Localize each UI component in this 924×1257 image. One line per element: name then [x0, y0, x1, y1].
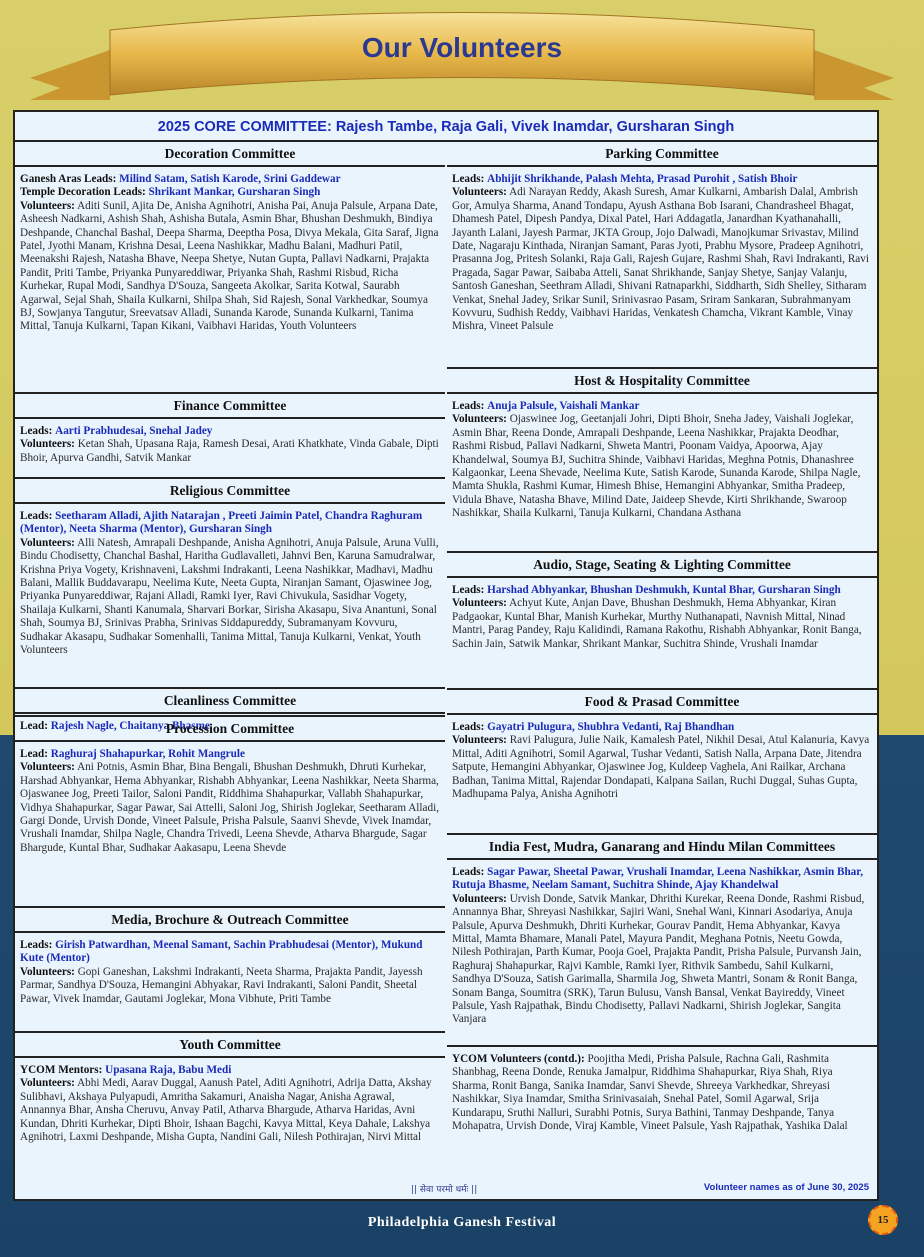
committee-title: Audio, Stage, Seating & Lighting Committee	[447, 553, 877, 578]
volunteers-names: Ketan Shah, Upasana Raja, Ramesh Desai, Arati Khatkhate, Vinda Gabale, Dipti Bhoir, Apurva Gandhi, Satvik Mankar	[20, 438, 439, 464]
youth-committee-box	[15, 1031, 445, 1200]
volunteers-names: Aditi Sunil, Ajita De, Anisha Agnihotri, Anisha Pai, Anuja Palsule, Arpana Date, Asheesh Nadkarni, Ashish Shah, Ashisha Butala, Asmin Bhar, Bhushan Deshmukh, Bindiya Deshpande, Chanchal Bashal, Deepa Sharma, Deeptha Posa, Divya Mekala, Gita Saraf, Jigna Patel, Jyothi Manam, Krishna Desai, Leena Nashikkar, Madhu Balani, Madhuri Patil, Meenakshi Rajesh, Natasha Bhave, Neepa Shetye, Nutan Gupta, Pallavi Nadkarni, Prajakta Pandit, Priti Tambe, Priyanka Punyareddiwar, Priyanka Shah, Rashmi Risbud, Richa Kurhekar, Rupal Modi, Sandhya D'Souza, Sangeeta Akolkar, Sarita Kotwal, Saurabh Agarwal, Sejal Shah, Shaila Kulkarni, Shilpa Shah, Sid Rajesh, Sonal Varkhedkar, Soumya BJ, Sowjanya Tangutur, Sreevatsav Alladi, Sunanda Karode, Sunanda Kulkarni, Tanima Mittal, Tanuja Kulkarni, Tapan Kikani, Vaibhavi Haridas, Youth Volunteers	[20, 199, 439, 333]
audio-stage-seating-lighting-committee-box	[447, 551, 877, 688]
volunteers-names: Ani Potnis, Asmin Bhar, Bina Bengali, Bhushan Deshmukh, Dhruti Kurhekar, Harshad Abhyankar, Hema Abhyankar, Rishabh Abhyankar, Leena Nashikkar, Neeta Sharma, Ojaswanee Jog, Preeti Tailor, Saloni Pandit, Riddhima Shahapurkar, Vallabh Shahapurkar, Vidhya Shahapurkar, Sagar Pawar, Sai Attelli, Saloni Jog, Shirish Joglekar, Seetharam Alladi, Gargi Donde, Urvish Donde, Vineet Palsule, Prisha Palsule, Saanvi Shevde, Vivek Inamdar, Vrushali Inamdar, Shilpa Nagle, Chandra Trivedi, Leena Shevde, Atharva Bhargude, Sagar Bhargude, Kuntal Bhar, Sudhakar Aakasapu, Leena Shevde	[20, 761, 439, 854]
leads-names: Raghuraj Shahapurkar, Rohit Mangrule	[50, 748, 245, 760]
leads-names: Anuja Palsule, Vaishali Mankar	[487, 400, 640, 412]
banner	[0, 0, 924, 110]
committee-title: Media, Brochure & Outreach Committee	[15, 908, 445, 933]
volunteers-label: Volunteers:	[20, 438, 75, 451]
leads-label: Leads:	[20, 425, 53, 437]
committee-title: Finance Committee	[15, 394, 445, 419]
page-number: 15	[868, 1205, 898, 1235]
leads-label: Leads:	[452, 400, 485, 412]
volunteers-label: Volunteers:	[452, 597, 507, 610]
leads-label: Temple Decoration Leads:	[20, 186, 146, 199]
volunteers-names: Gopi Ganeshan, Lakshmi Indrakanti, Neeta Sharma, Prajakta Pandit, Jayessh Parmar, Sandhya D'Souza, Hemangini Abhyakar, Ravi Indrakanti, Saloni Pandit, Sheetal Pawar, Vivek Inamdar, Gautami Joglekar, Mona Vibhute, Priti Tambe	[20, 965, 423, 1005]
leads-line	[452, 866, 872, 893]
volunteers-label: YCOM Volunteers (contd.):	[452, 1053, 585, 1065]
leads-names: Aarti Prabhudesai, Snehal Jadey	[55, 425, 213, 437]
religious-committee-box	[15, 477, 445, 687]
volunteers-label: Volunteers:	[20, 1077, 75, 1090]
committee-title: Decoration Committee	[15, 142, 445, 167]
volunteers-line	[452, 597, 872, 651]
leads-line	[20, 939, 440, 966]
volunteers-line	[20, 966, 440, 1006]
leads-label: Leads:	[452, 866, 485, 878]
parking-committee-box	[447, 142, 877, 367]
leads-names: Abhijit Shrikhande, Palash Mehta, Prasad Purohit , Satish Bhoir	[487, 173, 798, 185]
leads-names: Milind Satam, Satish Karode, Srini Gaddewar	[119, 173, 341, 185]
as-of-note: Volunteer names as of June 30, 2025	[703, 1182, 869, 1193]
motto: || सेवा परमो धर्मः ||	[411, 1185, 478, 1195]
media-brochure-outreach-committee-box	[15, 906, 445, 1031]
committee-body	[15, 504, 445, 657]
leads-label: Leads:	[20, 510, 53, 522]
volunteers-names: Urvish Donde, Satvik Mankar, Dhrithi Kurekar, Reena Donde, Rashmi Risbud, Annannya Bhar, Shreyasi Nashikkar, Sajiri Wani, Snehal Wani, Kinnari Asodariya, Anuja Palsule, Apurva Deshmukh, Dhriti Kurhekar, Gourav Pandit, Hema Abhyankar, Kavya Mittal, Mamta Bhamare, Manali Patel, Mayura Pandit, Meghana Potnis, Neetu Gowda, Nilesh Pothirajan, Parth Kumar, Pooja Goel, Prajakta Pandit, Prisha Palsule, Purvansh Jain, Raghuraj Shahapurkar, Rajvi Kamble, Ramki Iyer, Rithvik Sambedu, Sahil Kulkarni, Sandhya D'Souza, Satish Garimalla, Sharmila Jog, Shweta Mantri, Sonam & Ronit Banga, Sonam Banga, Soumitra (SRK), Tarun Bulusu, Vansh Bansal, Venkat Bayireddy, Vineet Palsule, Yash Rajpathak, Bindu Chodisetty, Pallavi Nadkarni, Shirish Joglekar, Sangita Vanjara	[452, 892, 865, 1026]
decoration-committee-box	[15, 142, 445, 392]
core-committee: 2025 CORE COMMITTEE: Rajesh Tambe, Raja Gali, Vivek Inamdar, Gursharan Singh	[15, 112, 877, 142]
leads-names: Shrikant Mankar, Gursharan Singh	[148, 186, 321, 199]
volunteers-names: Poojitha Medi, Prisha Palsule, Rachna Gali, Rashmita Shanbhag, Reena Donde, Renuka Jamalpur, Riddhima Shahapurkar, Riya Shah, Riya Sharma, Ronit Banga, Sanika Inamdar, Sanvi Shevde, Shreeya Varkhedkar, Shreyasi Nashikkar, Siya Inamdar, Smitha Srinivasaiah, Snehal Patel, Somil Agarwal, Srija Kundarapu, Sruthi Nalluri, Surabhi Potnis, Surya Bathini, Tanmay Deshpande, Tanya Mohapatra, Urvish Donde, Viraj Kamble, Vineet Palsule, Yash Rajpathak, Yashika Dalal	[452, 1053, 848, 1133]
volunteers-line	[20, 438, 440, 465]
volunteers-label: Volunteers:	[452, 892, 507, 905]
leads-names: Harshad Abhyankar, Bhushan Deshmukh, Kuntal Bhar, Gursharan Singh	[487, 584, 841, 596]
volunteers-line	[20, 200, 440, 334]
committee-body	[447, 167, 877, 334]
festival-name: Philadelphia Ganesh Festival	[367, 1215, 557, 1230]
committee-title: Parking Committee	[447, 142, 877, 167]
leads-line	[452, 173, 872, 186]
volunteers-label: Volunteers:	[20, 965, 75, 978]
procession-committee-box	[15, 715, 445, 906]
leads-label: Leads:	[452, 584, 485, 596]
volunteers-label: Volunteers:	[20, 761, 75, 774]
volunteers-line	[20, 537, 440, 658]
volunteers-names: Alli Natesh, Amrapali Deshpande, Anisha Agnihotri, Anuja Palsule, Aruna Vulli, Bindu Chodisetty, Chanchal Bashal, Haritha Gudlavalleti, Jahnvi Ben, Karuna Samudralwar, Krishna Priya Vogety, Krishnaveni, Lakshmi Indrakanti, Leena Nashikkar, Madhavi, Madhu Balani, Mallik Buddavarapu, Neelima Kute, Neeta Gupta, Niranjan Samant, Ojaswinee Jog, Priyanka Punyareddiwar, Rajani Alladi, Ramki Iyer, Ravi Chivukula, Sasidhar Vogety, Shailaja Kulkarni, Shanti Kanumala, Sharvari Borkar, Sirisha Akasapu, Siva Anantuni, Sonal Shah, Soumya BJ, Srinivas Prabha, Srinivas Siddapureddy, Subramanyam Kovvuru, Sudhakar Akasapu, Sudhakar Somenhalli, Tanima Mittal, Tanuja Kulkarni, Venkat, Youth Volunteers	[20, 536, 439, 657]
volunteers-label: Volunteers:	[452, 734, 507, 747]
leads-line	[20, 425, 440, 438]
leads-names: Seetharam Alladi, Ajith Natarajan , Preeti Jaimin Patel, Chandra Raghuram (Mentor), Neeta Sharma (Mentor), Gursharan Singh	[20, 510, 423, 536]
volunteer-sheet	[13, 110, 879, 1200]
footer-strip	[13, 1177, 879, 1201]
leads-line	[20, 748, 440, 761]
leads-line	[20, 510, 440, 537]
leads-line	[20, 173, 440, 186]
volunteers-names: Abhi Medi, Aarav Duggal, Aanush Patel, Aditi Agnihotri, Adrija Datta, Akshay Sulibhavi, Akshaya Pulyapudi, Amritha Sakamuri, Anaisha Nagar, Anisha Agrawal, Annannya Bhar, Ansha Cheruvu, Anvay Patil, Atharva Bhargude, Atharva Haridas, Avni Kundan, Dhriti Kurhekar, Dipti Bhoir, Ishaan Bagchi, Kavya Mittal, Keya Dahale, Lakshya Agnihotri, Laxmi Deshpande, Misha Gupta, Nandini Gali, Nilesh Pothirajan, Nirvi Mittal	[20, 1077, 432, 1144]
leads-line	[452, 584, 872, 597]
volunteers-line	[452, 1053, 872, 1133]
india-fest-mudra-ganarang-and-hindu-milan-committees-box	[447, 833, 877, 1045]
page-title: Our Volunteers	[361, 32, 563, 63]
committee-body	[15, 742, 445, 855]
finance-committee-box	[15, 392, 445, 477]
leads-label: Leads:	[20, 939, 53, 951]
volunteers-label: Volunteers:	[452, 413, 507, 426]
volunteers-label: Volunteers:	[20, 199, 75, 212]
leads-label: Ganesh Aras Leads:	[20, 173, 117, 185]
leads-label: Lead:	[20, 748, 48, 760]
leads-label: Leads:	[452, 721, 485, 733]
food-prasad-committee-box	[447, 688, 877, 833]
committee-body	[15, 933, 445, 1006]
leads-label: YCOM Mentors:	[20, 1064, 103, 1076]
leads-line	[452, 400, 872, 413]
volunteers-label: Volunteers:	[452, 186, 507, 199]
leads-names: Sagar Pawar, Sheetal Pawar, Vrushali Inamdar, Leena Nashikkar, Asmin Bhar, Rutuja Bhasme, Neelam Samant, Suchitra Shinde, Ajay Khandelwal	[452, 866, 864, 892]
committee-title: Procession Committee	[15, 717, 445, 742]
volunteers-names: Ravi Palugura, Julie Naik, Kamalesh Patel, Nikhil Desai, Atul Kalanuria, Kavya Mittal, Aditi Agnihotri, Somil Agarwal, Tushar Vedanti, Satish Nalla, Arpana Date, Jitendra Satpute, Hemangini Abhyankar, Ojaswinee Jog, Kuldeep Vaghela, Ani Railkar, Archana Badhan, Tanima Mittal, Rajendar Dondapati, Kalpana Sailan, Ruchi Duggal, Suhas Gupta, Madhupama Palya, Anisha Agnihotri	[452, 734, 870, 801]
committee-body	[447, 715, 877, 801]
committee-body	[447, 860, 877, 1027]
volunteers-line	[20, 1077, 440, 1144]
leads-line	[20, 1064, 440, 1077]
leads-names: Rajesh Nagle, Chaitanya Bhasme	[50, 720, 210, 732]
volunteers-line	[452, 413, 872, 520]
volunteers-label: Volunteers:	[20, 536, 75, 549]
committee-title: Youth Committee	[15, 1033, 445, 1058]
committee-body	[447, 578, 877, 651]
committee-title: India Fest, Mudra, Ganarang and Hindu Milan Committees	[447, 835, 877, 860]
committee-body	[447, 394, 877, 521]
committee-title: Religious Committee	[15, 479, 445, 504]
leads-names: Gayatri Pulugura, Shubhra Vedanti, Raj Bhandhan	[487, 721, 735, 733]
leads-label: Leads:	[452, 173, 485, 185]
leads-line	[20, 186, 440, 199]
leads-names: Upasana Raja, Babu Medi	[105, 1064, 232, 1076]
committee-body	[447, 1047, 877, 1133]
volunteers-names: Adi Narayan Reddy, Akash Suresh, Amar Kulkarni, Ambarish Dalal, Ambrish Gor, Amulya Sharma, Anand Tondapu, Ayush Asthana Bob Isarani, Chandrasheel Bhagat, Dhamesh Patel, Dipesh Pandya, Dixal Patel, Hari Addagatla, Janardhan Kyathanahalli, Jayanth Lalani, Jayesh Parmar, JKTA Group, Jojo Dalwadi, Manojkumar Srivastav, Milind Date, Nagaraju Kinthada, Niranjan Samant, Paras Jyoti, Prabhu Mysore, Pradeep Agnihotri, Prasanna Jog, Pritesh Solanki, Raja Gali, Rajesh Gujare, Rashmi Shah, Ravi Indrakanti, Ravi Pragada, Sagar Pawar, Saibaba Atteli, Sanat Shrikhande, Sanjay Shetye, Sanjay Valanju, Santosh Ganeshan, Seethram Alladi, Shivani Ratnaparkhi, Siddharth, Sidh Shelley, Sitharam Venkat, Snehal Jadey, Srikar Sunil, Srinivasrao Pasam, Sriram Sankaran, Subrahmanyam Kovvuru, Sudhish Reddy, Vaibhavi Haridas, Venkatesh Chamcha, Vikrant Kamble, Vinay Mishra, Vineet Palsule	[452, 186, 869, 333]
leads-names: Girish Patwardhan, Meenal Samant, Sachin Prabhudesai (Mentor), Mukund Kute (Mentor)	[20, 939, 423, 965]
leads-line	[452, 721, 872, 734]
volunteers-line	[20, 761, 440, 855]
volunteers-line	[452, 893, 872, 1027]
host-hospitality-committee-box	[447, 367, 877, 551]
volunteers-line	[452, 186, 872, 333]
committee-title: Food & Prasad Committee	[447, 690, 877, 715]
leads-label: Lead:	[20, 720, 48, 732]
volunteers-names: Ojaswinee Jog, Geetanjali Johri, Dipti Bhoir, Sneha Jadey, Vaishali Joglekar, Asmin Bhar, Reena Donde, Amrapali Deshpande, Leena Nashikkar, Prajakta Deodhar, Rashmi Risbud, Pallavi Nadkarni, Shweta Mantri, Poonam Vaidya, Apoorwa, Ajay Khandelwal, Soumya BJ, Suchitra Shinde, Vaibhavi Haridas, Meghna Potnis, Dhanashree Kalgaonkar, Leena Shevade, Neelima Kute, Satish Karode, Sunanda Karode, Shilpa Nagle, Mamta Shukla, Rashmi Kumar, Himesh Bhise, Hemangini Abhyankar, Smitha Pradeep, Vidula Bhave, Natasha Bhave, Milind Date, Jaideep Shevde, Kirti Shrikhande, Swaroop Nashikkar, Shaila Kulkarni, Tanuja Kulkarni, Chandana Asthana	[452, 413, 861, 520]
committee-body	[15, 419, 445, 465]
committee-body	[15, 1058, 445, 1144]
volunteers-names: Achyut Kute, Anjan Dave, Bhushan Deshmukh, Hema Abhyankar, Kiran Padgaokar, Kuntal Bhar, Manish Kurhekar, Murthy Nuthanapati, Navnish Mittal, Ninad Mantri, Parag Pandey, Raju Kalidindi, Ramana Rakothu, Rishabh Abhyankar, Ronit Banga, Sachin Jain, Satwik Mankar, Shrikant Mankar, Suchitra Shinde, Vrushali Inamdar	[452, 597, 862, 650]
committee-body	[15, 167, 445, 334]
committee-title: Cleanliness Committee	[15, 689, 445, 714]
volunteers-line	[452, 734, 872, 801]
committee-title: Host & Hospitality Committee	[447, 369, 877, 394]
